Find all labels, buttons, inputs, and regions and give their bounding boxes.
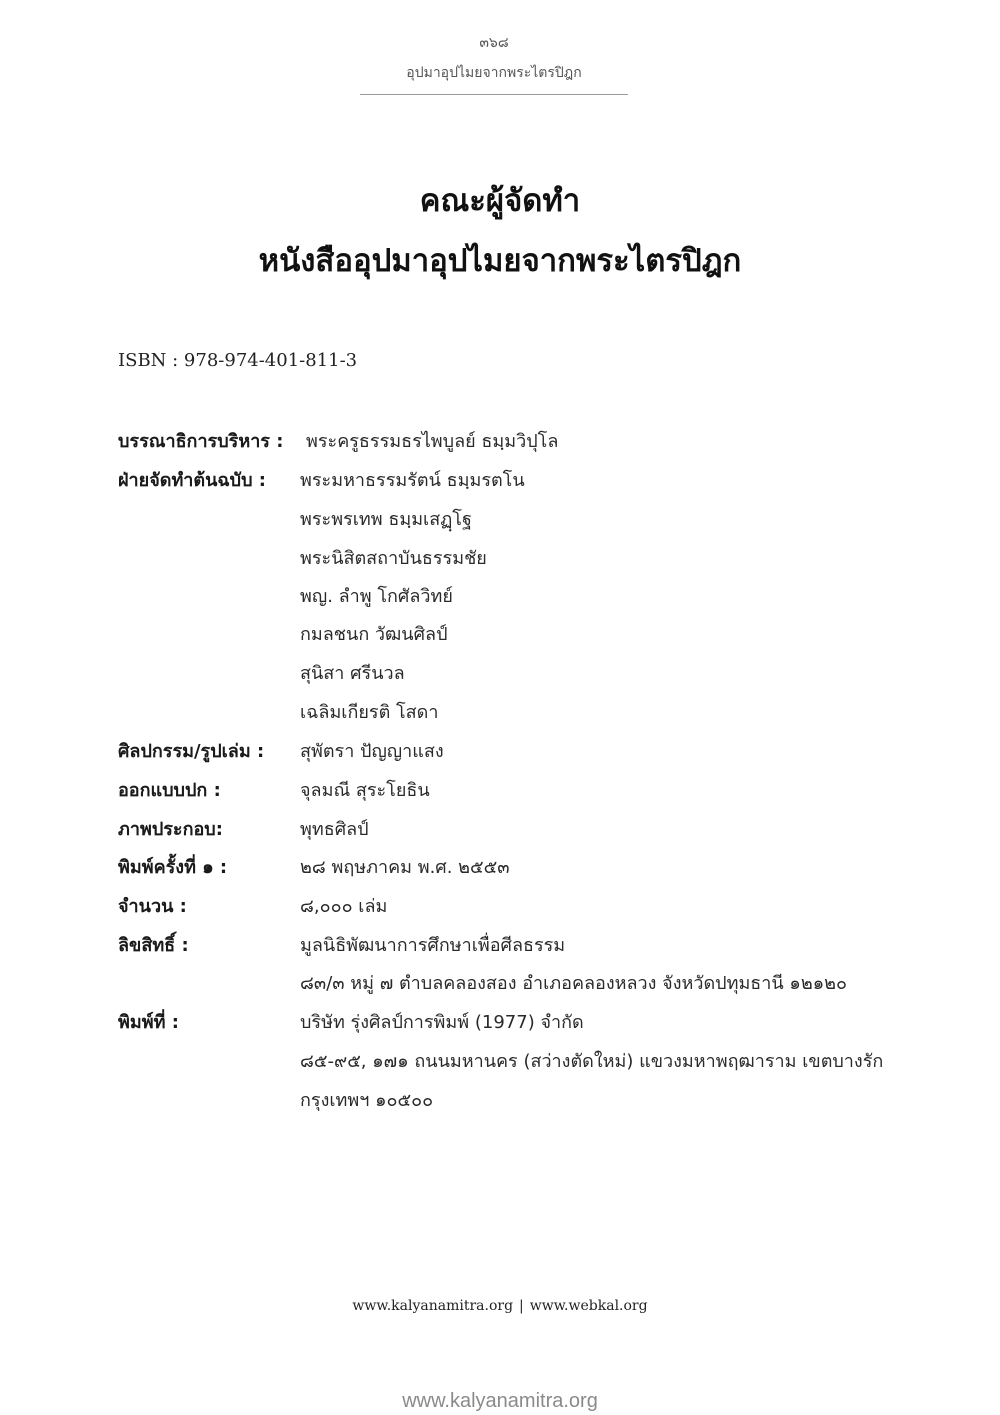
isbn: ISBN : 978-974-401-811-3 — [118, 350, 358, 371]
copyright-value: มูลนิธิพัฒนาการศึกษาเพื่อศีลธรรม — [300, 935, 566, 956]
editor-label: บรรณาธิการบริหาร : — [118, 431, 284, 452]
printer-label: พิมพ์ที่ : — [118, 1012, 179, 1033]
team-member: พญ. ลำพู โกศัลวิทย์ — [300, 586, 453, 607]
team-label: ฝ่ายจัดทำต้นฉบับ : — [118, 470, 266, 491]
art-label: ศิลปกรรม/รูปเล่ม : — [118, 741, 265, 762]
running-title: อุปมาอุปไมยจากพระไตรปิฎก — [406, 65, 582, 81]
copyright-label: ลิขสิทธิ์ : — [118, 935, 189, 956]
footer-link-kalyanamitra[interactable]: www.kalyanamitra.org — [352, 1298, 514, 1314]
page-title: คณะผู้จัดทำ — [419, 183, 581, 219]
team-member: เฉลิมเกียรติ โสดา — [300, 702, 439, 723]
quantity-label: จำนวน : — [118, 896, 187, 917]
editor-value: พระครูธรรมธรไพบูลย์ ธมฺมวิปุโล — [306, 431, 559, 452]
cover-design-value: จุลมณี สุระโยธิน — [300, 780, 430, 801]
footer-separator: | — [519, 1298, 524, 1314]
footer-links — [0, 1298, 1000, 1314]
team-member: พระมหาธรรมรัตน์ ธมฺมรตโน — [300, 470, 525, 491]
watermark: www.kalyanamitra.org — [402, 1390, 598, 1412]
illustration-value: พุทธศิลป์ — [300, 819, 369, 840]
book-title: หนังสืออุปมาอุปไมยจากพระไตรปิฎก — [258, 243, 742, 279]
printer-address: กรุงเทพฯ ๑๐๕๐๐ — [300, 1090, 434, 1111]
copyright-address: ๘๓/๓ หมู่ ๗ ตำบลคลองสอง อำเภอคลองหลวง จังหวัดปทุมธานี ๑๒๑๒๐ — [300, 973, 847, 994]
team-member: สุนิสา ศรีนวล — [300, 663, 405, 684]
team-member: กมลชนก วัฒนศิลป์ — [300, 624, 448, 645]
team-member: พระพรเทพ ธมฺมเสฏฺโฐ — [300, 509, 472, 530]
header-divider — [360, 94, 628, 95]
quantity-value: ๘,๐๐๐ เล่ม — [300, 896, 388, 917]
first-print-value: ๒๘ พฤษภาคม พ.ศ. ๒๕๕๓ — [300, 857, 510, 878]
art-value: สุพัตรา ปัญญาแสง — [300, 741, 444, 762]
cover-design-label: ออกแบบปก : — [118, 780, 221, 801]
printer-value: บริษัท รุ่งศิลป์การพิมพ์ (1977) จำกัด — [300, 1012, 584, 1033]
first-print-label: พิมพ์ครั้งที่ ๑ : — [118, 857, 228, 878]
footer-link-webkal[interactable]: www.webkal.org — [529, 1298, 648, 1314]
team-member: พระนิสิตสถาบันธรรมชัย — [300, 548, 487, 569]
page-number: ๓๖๘ — [479, 35, 509, 51]
illustration-label: ภาพประกอบ: — [118, 819, 223, 840]
printer-address: ๘๕-๙๕, ๑๗๑ ถนนมหานคร (สว่างตัดใหม่) แขวงมหาพฤฒาราม เขตบางรัก — [300, 1051, 884, 1072]
